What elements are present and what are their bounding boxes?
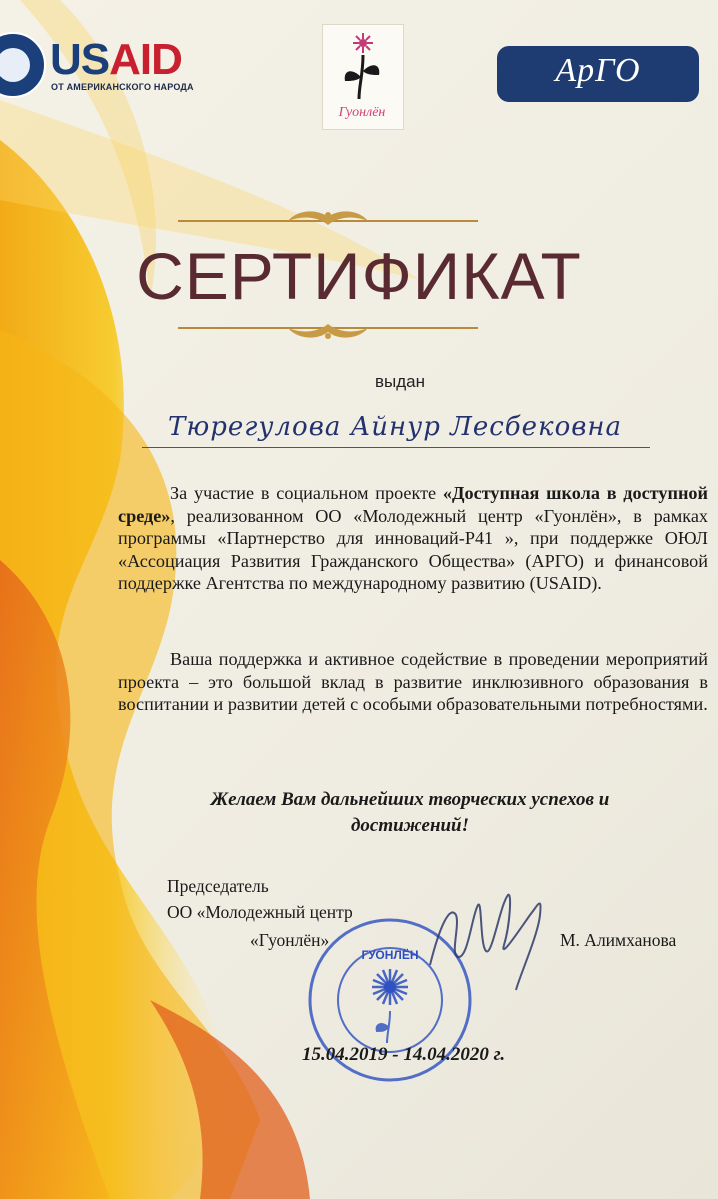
signatory-position: Председатель (167, 876, 269, 896)
bottom-ornament (178, 318, 478, 344)
handwritten-signature (420, 885, 550, 995)
paragraph1-start: За участие в социальном проекте (170, 483, 443, 503)
signatory-org-line-1: ОО «Молодежный центр (167, 902, 353, 922)
usaid-us: US (50, 35, 110, 84)
paragraph-support (118, 648, 708, 716)
paragraph1-end: , реализованном ОО «Молодежный центр «Гуонлён», в рамках программы «Партнерство для инноваций-Р41 », при поддержке ОЮЛ «Ассоциация Развития Гражданского Общества» (АРГО) и финансовой поддержке Агентства по международному развитию (USAID). (118, 505, 708, 593)
usaid-tagline: ОТ АМЕРИКАНСКОГО НАРОДА (51, 82, 194, 92)
project-name: «Доступная школа в доступной среде» (118, 483, 708, 526)
validity-dates: 15.04.2019 - 14.04.2020 г. (302, 1044, 506, 1065)
guonlyon-label: Гуонлён (338, 105, 386, 120)
paragraph2-text: Ваша поддержка и активное содействие в проведении мероприятий проекта – это большой вклад в развитие инклюзивного образования в воспитании и развитии детей с особыми образовательными потребностями. (118, 649, 708, 714)
stamp-text: ГУОНЛЁН (361, 948, 419, 962)
usaid-aid: AID (109, 35, 182, 84)
signatory-name: М. Алимханова (560, 930, 677, 950)
wish-line-1: Желаем Вам дальнейших творческих успехов и (210, 789, 610, 810)
issued-to-label: выдан (374, 372, 425, 391)
top-ornament (178, 205, 478, 231)
signatory-org-line-2: «Гуонлён» (250, 930, 330, 950)
name-underline (142, 447, 650, 448)
wish-line-2: достижений! (350, 815, 470, 836)
flower-logo-icon (323, 25, 403, 105)
argo-label: АрГО (555, 52, 641, 89)
certificate-title: СЕРТИФИКАТ (136, 239, 582, 313)
recipient-name: Тюрегулова Айнур Лесбековна (168, 412, 622, 442)
usaid-logo (50, 35, 182, 84)
paragraph-participation (118, 482, 708, 595)
wish-text (130, 787, 690, 839)
